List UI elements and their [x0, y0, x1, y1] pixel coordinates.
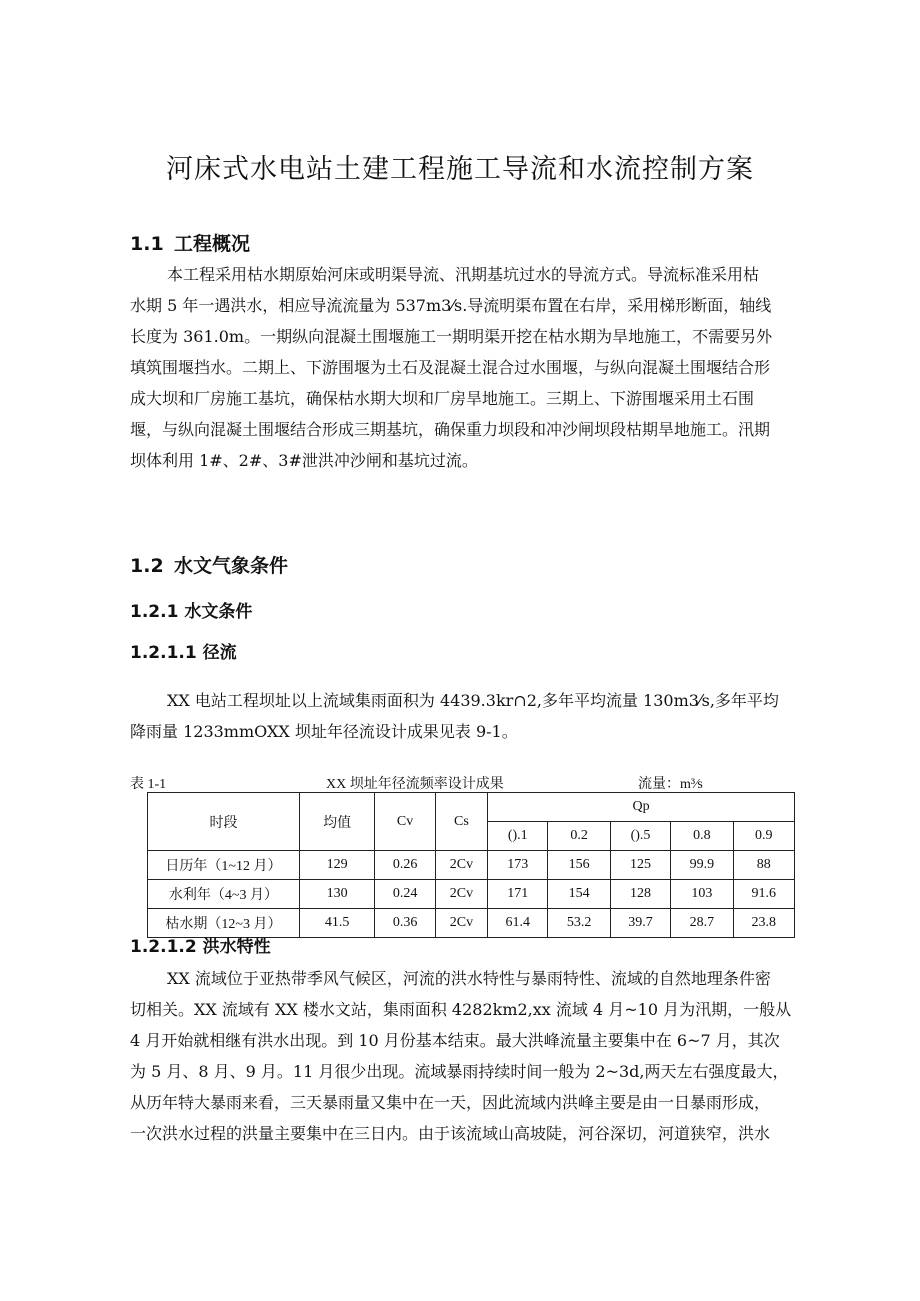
cell-q: 173 [488, 851, 548, 880]
runoff-frequency-table [147, 792, 795, 938]
cell-q: 39.7 [610, 909, 670, 938]
table-unit: 流量：m³⁄s [638, 777, 703, 792]
section-1-1-heading [130, 229, 250, 256]
section-1-2-1-heading: 1.2.1 水文条件 [130, 602, 253, 622]
header-mean: 均值 [299, 793, 374, 851]
header-p: 0.8 [671, 822, 733, 851]
header-cv: Cv [375, 793, 435, 851]
section-title: 水文气象条件 [174, 555, 289, 577]
cell-cs: 2Cv [435, 851, 487, 880]
document-title: 河床式水电站土建工程施工导流和水流控制方案 [166, 154, 754, 185]
paragraph-line: XX 流域位于亚热带季风气候区，河流的洪水特性与暴雨特性、流域的自然地理条件密 [167, 969, 771, 988]
paragraph-line: 4 月开始就相继有洪水出现。到 10 月份基本结束。最大洪峰流量主要集中在 6~7 月，其次 [130, 1031, 780, 1050]
cell-q: 88 [733, 851, 794, 880]
cell-q: 171 [488, 880, 548, 909]
paragraph-line: 本工程采用枯水期原始河床或明渠导流、汛期基坑过水的导流方式。导流标准采用枯 [167, 265, 760, 284]
paragraph-line: 成大坝和厂房施工基坑，确保枯水期大坝和厂房旱地施工。三期上、下游围堰采用土石围 [130, 389, 755, 408]
cell-q: 91.6 [733, 880, 794, 909]
table-title: XX 坝址年径流频率设计成果 [326, 777, 504, 792]
section-1-2-1-2-heading: 1.2.1.2 洪水特性 [130, 937, 271, 957]
paragraph-line: 长度为 361.0m。一期纵向混凝土围堰施工一期明渠开挖在枯水期为旱地施工，不需要另外 [130, 327, 773, 346]
table-caption [130, 773, 810, 793]
cell-q: 23.8 [733, 909, 794, 938]
cell-q: 156 [548, 851, 610, 880]
section-1-2-1-1-heading: 1.2.1.1 径流 [130, 643, 237, 663]
table-number: 表 1-1 [130, 777, 167, 792]
cell-q: 154 [548, 880, 610, 909]
cell-mean: 130 [299, 880, 374, 909]
paragraph-line: 切相关。XX 流域有 XX 楼水文站，集雨面积 4282km2,xx 流域 4 月~10 月为汛期，一般从 [130, 1000, 792, 1019]
flood-paragraph [130, 963, 825, 1149]
header-p: ().1 [488, 822, 548, 851]
header-cs: Cs [435, 793, 487, 851]
row-label: 日历年（1~12 月） [148, 851, 300, 880]
section-number: 1.1 [130, 233, 164, 255]
row-label: 枯水期（12~3 月） [148, 909, 300, 938]
table-row [148, 851, 795, 880]
section-1-1-paragraph [130, 259, 825, 476]
paragraph-line: 坝体利用 1#、2#、3#泄洪冲沙闸和基坑过流。 [130, 451, 478, 470]
paragraph-line: 降雨量 1233mmOXX 坝址年径流设计成果见表 9-1。 [130, 722, 518, 741]
cell-q: 53.2 [548, 909, 610, 938]
paragraph-line: 从历年特大暴雨来看，三天暴雨量又集中在一天，因此流域内洪峰主要是由一日暴雨形成， [130, 1093, 771, 1112]
header-period: 时段 [148, 793, 300, 851]
section-1-2-heading [130, 551, 288, 578]
cell-mean: 41.5 [299, 909, 374, 938]
cell-q: 28.7 [671, 909, 733, 938]
cell-cs: 2Cv [435, 909, 487, 938]
paragraph-line: 为 5 月、8 月、9 月。11 月很少出现。流域暴雨持续时间一般为 2~3d,两天左右强度最大， [130, 1062, 789, 1081]
header-p: ().5 [610, 822, 670, 851]
paragraph-line: 堰，与纵向混凝土围堰结合形成三期基坑，确保重力坝段和冲沙闸坝段枯期旱地施工。汛期 [130, 420, 771, 439]
header-p: 0.2 [548, 822, 610, 851]
cell-q: 61.4 [488, 909, 548, 938]
section-title: 工程概况 [174, 233, 251, 255]
cell-q: 103 [671, 880, 733, 909]
paragraph-line: 一次洪水过程的洪量主要集中在三日内。由于该流域山高坡陡，河谷深切，河道狭窄，洪水 [130, 1124, 771, 1143]
row-label: 水利年（4~3 月） [148, 880, 300, 909]
runoff-paragraph [130, 685, 825, 747]
cell-q: 125 [610, 851, 670, 880]
cell-cv: 0.36 [375, 909, 435, 938]
cell-cv: 0.24 [375, 880, 435, 909]
paragraph-line: 水期 5 年一遇洪水，相应导流流量为 537m3⁄s.导流明渠布置在右岸，采用梯形断面，轴线 [130, 296, 772, 315]
cell-q: 128 [610, 880, 670, 909]
paragraph-line: XX 电站工程坝址以上流域集雨面积为 4439.3kr∩2,多年平均流量 130m3⁄s,多年平均 [167, 691, 779, 710]
cell-cs: 2Cv [435, 880, 487, 909]
cell-q: 99.9 [671, 851, 733, 880]
header-p: 0.9 [733, 822, 794, 851]
cell-mean: 129 [299, 851, 374, 880]
paragraph-line: 填筑围堰挡水。二期上、下游围堰为土石及混凝土混合过水围堰，与纵向混凝土围堰结合形 [130, 358, 771, 377]
header-qp: Qp [488, 793, 795, 822]
section-number: 1.2 [130, 555, 164, 577]
table-row [148, 880, 795, 909]
cell-cv: 0.26 [375, 851, 435, 880]
